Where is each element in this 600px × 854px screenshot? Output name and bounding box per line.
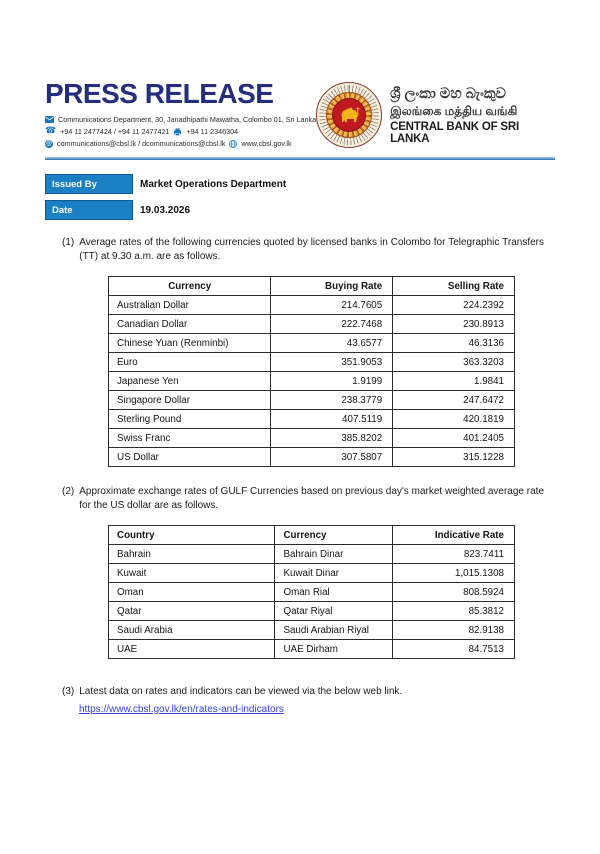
bank-identity-block bbox=[316, 82, 555, 148]
currency-cell: Singapore Dollar bbox=[109, 391, 271, 410]
paragraph-3-number: (3) bbox=[62, 686, 75, 697]
press-release-block bbox=[45, 80, 316, 148]
body-section bbox=[62, 236, 555, 717]
indicative-rate-cell: 85.3812 bbox=[393, 602, 515, 621]
contact-fax: +94 11 2346304 bbox=[186, 127, 239, 136]
table-row bbox=[109, 583, 515, 602]
currency-cell: Qatar Riyal bbox=[275, 602, 393, 621]
table-row bbox=[109, 640, 515, 659]
table-row bbox=[109, 621, 515, 640]
tt-rates-table-body bbox=[109, 296, 515, 467]
column-header-indicative-rate: Indicative Rate bbox=[393, 526, 515, 545]
central-bank-seal-logo bbox=[316, 82, 382, 148]
buying-rate-cell: 214.7605 bbox=[271, 296, 393, 315]
rates-and-indicators-link[interactable]: https://www.cbsl.gov.lk/en/rates-and-indicators bbox=[79, 703, 284, 715]
buying-rate-cell: 385.8202 bbox=[271, 429, 393, 448]
contact-phone-line bbox=[45, 127, 316, 136]
buying-rate-cell: 407.5119 bbox=[271, 410, 393, 429]
phone-icon: ☎ bbox=[45, 126, 57, 136]
country-cell: Oman bbox=[109, 583, 275, 602]
contact-address-line bbox=[45, 115, 316, 124]
contact-address: Communications Department, 30, Janadhipathi Mawatha, Colombo 01, Sri Lanka bbox=[58, 115, 317, 124]
contact-phones: +94 11 2477424 / +94 11 2477421 bbox=[60, 127, 170, 136]
currency-cell: Saudi Arabian Riyal bbox=[275, 621, 393, 640]
gulf-rates-table bbox=[108, 525, 515, 659]
table-row bbox=[109, 315, 515, 334]
table-row bbox=[109, 334, 515, 353]
currency-cell: Kuwait Dinar bbox=[275, 564, 393, 583]
indicative-rate-cell: 82.9138 bbox=[393, 621, 515, 640]
issued-by-label: Issued By bbox=[45, 174, 133, 194]
table-row bbox=[109, 602, 515, 621]
paragraph-1 bbox=[62, 236, 544, 263]
contact-website: www.cbsl.gov.lk bbox=[241, 139, 292, 148]
bank-names bbox=[390, 85, 555, 144]
buying-rate-cell: 307.5807 bbox=[271, 448, 393, 467]
indicative-rate-cell: 1,015.1308 bbox=[393, 564, 515, 583]
issued-by-row bbox=[45, 174, 555, 194]
currency-cell: Euro bbox=[109, 353, 271, 372]
contact-emails: communications@cbsl.lk / dcommunications@cbsl.lk bbox=[57, 139, 226, 148]
bank-name-tamil: இலங்கை மத்திய வங்கி bbox=[390, 103, 518, 118]
table-row bbox=[109, 564, 515, 583]
currency-cell: Canadian Dollar bbox=[109, 315, 271, 334]
bank-name-english: CENTRAL BANK OF SRI LANKA bbox=[390, 120, 519, 145]
currency-cell: Sterling Pound bbox=[109, 410, 271, 429]
currency-cell: Swiss Franc bbox=[109, 429, 271, 448]
column-header-buying-rate: Buying Rate bbox=[271, 277, 393, 296]
buying-rate-cell: 351.9053 bbox=[271, 353, 393, 372]
fax-icon bbox=[173, 128, 182, 136]
column-header-country: Country bbox=[109, 526, 275, 545]
paragraph-3 bbox=[62, 685, 544, 699]
column-header-currency: Currency bbox=[275, 526, 393, 545]
table-row bbox=[109, 391, 515, 410]
table-header-row bbox=[109, 277, 515, 296]
country-cell: Saudi Arabia bbox=[109, 621, 275, 640]
email-icon: @ bbox=[46, 140, 52, 147]
table-header-row bbox=[109, 526, 515, 545]
table-row bbox=[109, 296, 515, 315]
contact-web-line bbox=[45, 139, 316, 148]
buying-rate-cell: 43.6577 bbox=[271, 334, 393, 353]
currency-cell: Australian Dollar bbox=[109, 296, 271, 315]
issued-by-value: Market Operations Department bbox=[140, 178, 287, 190]
selling-rate-cell: 247.6472 bbox=[393, 391, 515, 410]
selling-rate-cell: 315.1228 bbox=[393, 448, 515, 467]
meta-block bbox=[45, 174, 555, 220]
date-row bbox=[45, 200, 555, 220]
paragraph-1-text: Average rates of the following currencies quoted by licensed banks in Colombo for Telegraphic Transfers (TT) at 9.30 a.m. are as follows. bbox=[79, 237, 544, 262]
selling-rate-cell: 230.8913 bbox=[393, 315, 515, 334]
currency-cell: US Dollar bbox=[109, 448, 271, 467]
indicative-rate-cell: 808.5924 bbox=[393, 583, 515, 602]
currency-cell: Japanese Yen bbox=[109, 372, 271, 391]
country-cell: Bahrain bbox=[109, 545, 275, 564]
column-header-currency: Currency bbox=[109, 277, 271, 296]
selling-rate-cell: 420.1819 bbox=[393, 410, 515, 429]
gulf-rates-table-body bbox=[109, 545, 515, 659]
date-label: Date bbox=[45, 200, 133, 220]
country-cell: Qatar bbox=[109, 602, 275, 621]
buying-rate-cell: 222.7468 bbox=[271, 315, 393, 334]
table-row bbox=[109, 372, 515, 391]
tt-rates-table bbox=[108, 276, 515, 467]
currency-cell: Chinese Yuan (Renminbi) bbox=[109, 334, 271, 353]
lion-icon bbox=[337, 105, 361, 125]
indicative-rate-cell: 823.7411 bbox=[393, 545, 515, 564]
paragraph-2-text: Approximate exchange rates of GULF Currencies based on previous day's market weighted average rate for the US dollar are as follows. bbox=[79, 486, 544, 511]
selling-rate-cell: 1.9841 bbox=[393, 372, 515, 391]
seal-red-disc bbox=[332, 98, 366, 132]
envelope-icon bbox=[45, 116, 54, 123]
selling-rate-cell: 46.3136 bbox=[393, 334, 515, 353]
paragraph-2 bbox=[62, 485, 544, 512]
bank-name-sinhala: ශ්‍රී ලංකා මහ බැංකුව bbox=[390, 86, 506, 103]
date-value: 19.03.2026 bbox=[140, 204, 191, 216]
buying-rate-cell: 238.3779 bbox=[271, 391, 393, 410]
table-row bbox=[109, 545, 515, 564]
header-divider bbox=[45, 157, 555, 160]
paragraph-2-number: (2) bbox=[62, 486, 75, 497]
buying-rate-cell: 1.9199 bbox=[271, 372, 393, 391]
table-row bbox=[109, 410, 515, 429]
globe-icon bbox=[229, 140, 237, 148]
column-header-selling-rate: Selling Rate bbox=[393, 277, 515, 296]
paragraph-1-number: (1) bbox=[62, 237, 75, 248]
currency-cell: UAE Dirham bbox=[275, 640, 393, 659]
selling-rate-cell: 363.3203 bbox=[393, 353, 515, 372]
country-cell: UAE bbox=[109, 640, 275, 659]
table-row bbox=[109, 353, 515, 372]
document-header bbox=[45, 80, 555, 148]
table-row bbox=[109, 448, 515, 467]
paragraph-3-text: Latest data on rates and indicators can be viewed via the below web link. bbox=[79, 686, 403, 697]
currency-cell: Bahrain Dinar bbox=[275, 545, 393, 564]
selling-rate-cell: 401.2405 bbox=[393, 429, 515, 448]
table-row bbox=[109, 429, 515, 448]
indicative-rate-cell: 84.7513 bbox=[393, 640, 515, 659]
selling-rate-cell: 224.2392 bbox=[393, 296, 515, 315]
country-cell: Kuwait bbox=[109, 564, 275, 583]
page-title: PRESS RELEASE bbox=[45, 78, 274, 109]
currency-cell: Oman Rial bbox=[275, 583, 393, 602]
